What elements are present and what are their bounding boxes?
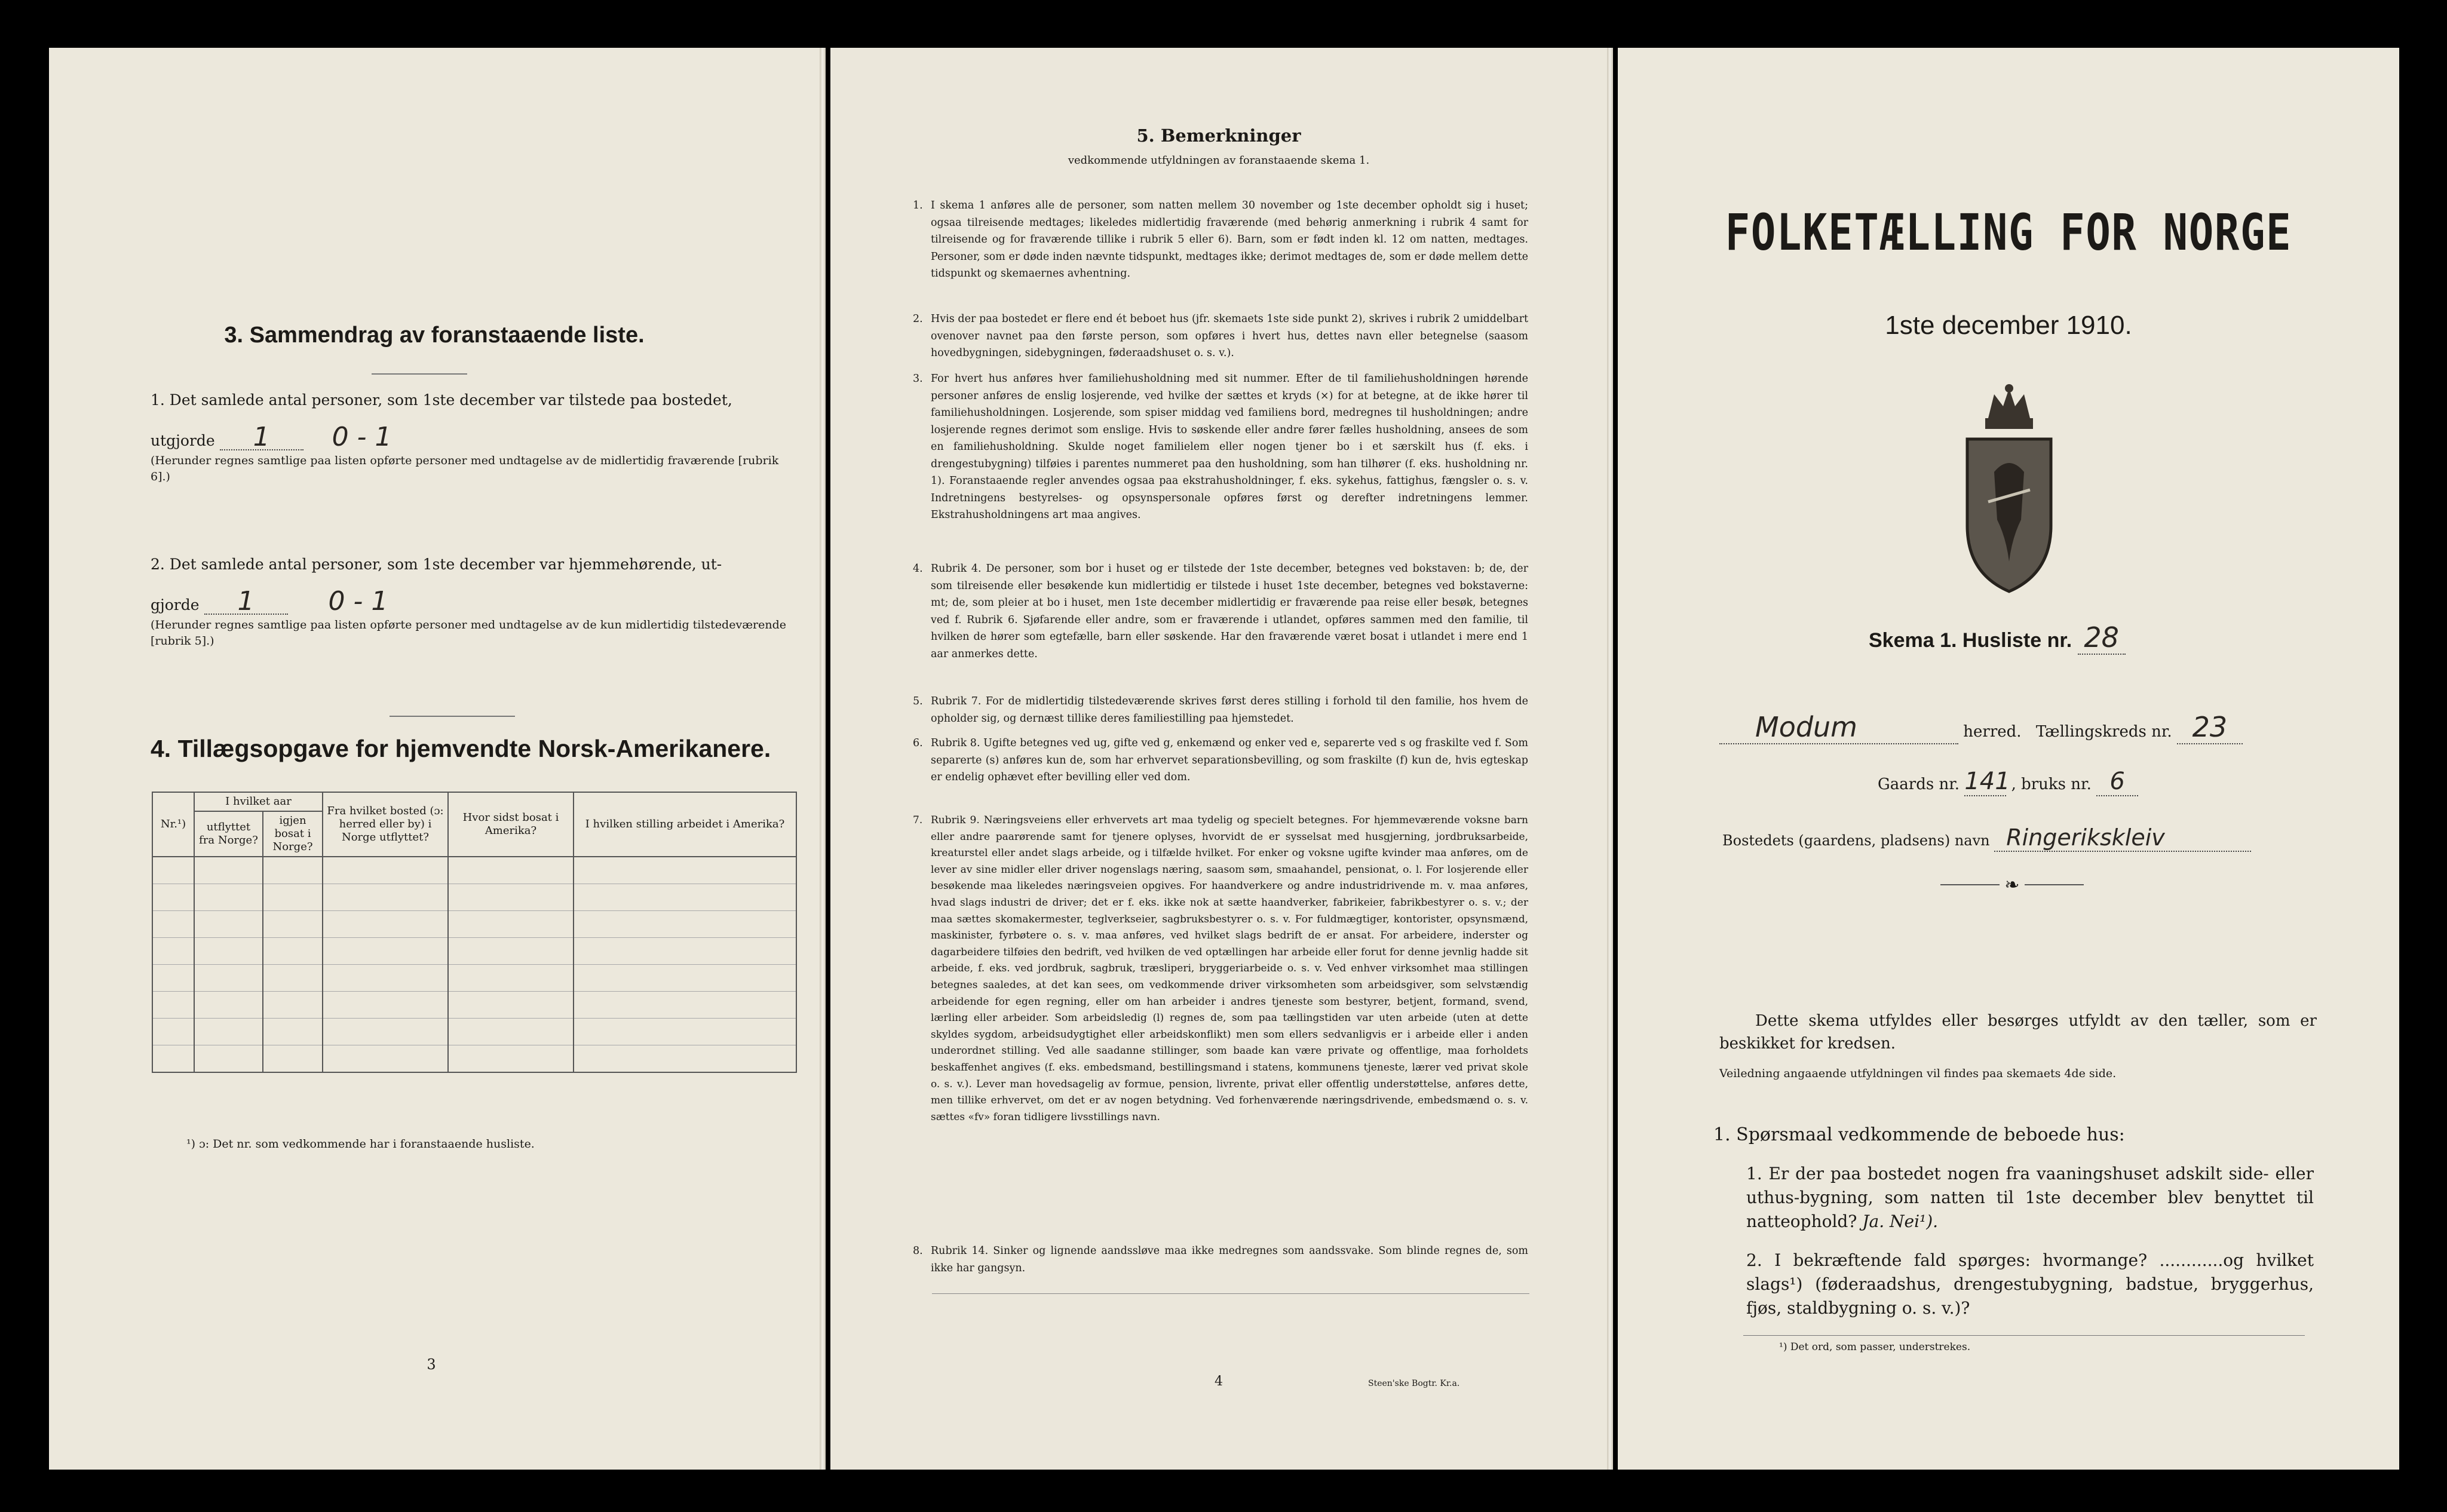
skema-label: Skema 1. Husliste nr. 28 — [1869, 621, 2126, 655]
remarks-subtitle: vedkommende utfyldningen av foranstaaende skema 1. — [1068, 154, 1370, 167]
section-4-title: 4. Tillægsopgave for hjemvendte Norsk-Amerikanere. — [151, 735, 771, 762]
col-nr: Nr.¹) — [152, 792, 194, 857]
table-cell — [448, 911, 574, 938]
col-utflyttet: utflyttet fra Norge? — [194, 811, 263, 857]
remark-1: 1. I skema 1 anføres alle de personer, som natten mellem 30 november og 1ste december opholdt sig i huset; ogsaa tilreisende medtages; likeledes midlertidig fraværende (med behørig anmerkning i rubrik 4 samt for tilreisende og for fraværende tillike i rubrik 5 eller 6). Barn, som er født inden kl. 12 om natten, medtages. Personer, som er døde inden nævnte tidspunkt, medtages ikke; derimot medtages de, som er døde mellem dette tidspunkt og skemaernes avhentning. — [913, 200, 1528, 280]
printer-imprint: Steen'ske Bogtr. Kr.a. — [1368, 1379, 1460, 1388]
col-group-year: I hvilket aar — [194, 792, 323, 811]
remark-8: 8. Rubrik 14. Sinker og lignende aandssløve maa ikke medregnes som aandssvake. Som blinde regnes de, som ikke har gangsyn. — [913, 1245, 1528, 1274]
table-cell — [574, 938, 796, 965]
table-row — [152, 992, 796, 1019]
summary-item-2 — [151, 553, 796, 649]
remark-5: 5. Rubrik 7. For de midlertidig tilstedeværende skrives først deres stilling i forhold til den familie, hos hvem de opholder sig, og dernæst tillike deres familiestilling paa hjemstedet. — [913, 695, 1528, 725]
table-cell — [574, 857, 796, 884]
item-2-text: 2. Det samlede antal personer, som 1ste december var hjemmehørende, ut- — [151, 556, 722, 573]
summary-item-1 — [151, 388, 796, 485]
item-2-prefix: gjorde — [151, 596, 200, 614]
table-cell — [448, 1045, 574, 1073]
table-row — [152, 857, 796, 884]
table-cell — [263, 965, 323, 992]
col-fra-bosted: Fra hvilket bosted (ɔ: herred eller by) i Norge utflyttet? — [323, 792, 448, 857]
norsk-amerikanere-table — [152, 792, 797, 1073]
table-cell — [448, 884, 574, 911]
remark-6: 6. Rubrik 8. Ugifte betegnes ved ug, gifte ved g, enkemænd og enker ved e, separerte ved s og fraskilte ved f. Som separerte (s) anføres kun de, som har erhvervet separationsbevilling, og som fraskilte (f) kun de, hvis egteskap er endelig ophævet efter bevilling eller ved dom. — [913, 737, 1528, 783]
question-1: 1. Er der paa bostedet nogen fra vaaningshuset adskilt side- eller uthus-bygning, som natten til 1ste december blev benyttet til natteophold? Ja. Nei¹). — [1746, 1164, 2314, 1231]
item-1-handwritten-b: 0 - 1 — [332, 422, 392, 452]
questions-title: 1. Spørsmaal vedkommende de beboede hus: — [1713, 1124, 2125, 1145]
table-cell — [194, 1019, 263, 1045]
table-cell — [574, 884, 796, 911]
table-cell — [152, 965, 194, 992]
table-cell — [263, 938, 323, 965]
table-row — [152, 884, 796, 911]
table-cell — [574, 1045, 796, 1073]
table-body — [152, 857, 796, 1072]
table-cell — [194, 857, 263, 884]
remark-3: 3. For hvert hus anføres hver familiehusholdning med sit nummer. Efter de til familiehusholdningen hørende personer anføres de enslig losjerende, ved hvilke der sættes et kryds (×) for at betegne, at de ikke hører til familiehusholdningen. Losjerende, som spiser middag ved familiens bord, medregnes til husholdningen; andre losjerende regnes derimot som enslige. Hvis to søskende eller andre fører fælles husholdning, ansees de som en familiehusholdning. Skulde noget familielem eller nogen tjener bo i et særskilt hus (f. eks. i drengestubygning) tilføies i parentes nummeret paa den husholdning, som han tilhører (f. eks. husholdning nr. 1). Foranstaaende regler anvendes ogsaa paa ekstrahusholdninger, f. eks. sykehus, fattighus, fængsler o. s. v. Indretningens bestyrelses- og opsynspersonale opføres først og derefter indretningens lemmer. Ekstrahusholdningens art maa angives. — [913, 373, 1528, 521]
col-stilling: I hvilken stilling arbeidet i Amerika? — [574, 792, 796, 857]
item-1-prefix: utgjorde — [151, 432, 215, 449]
divider — [1743, 1335, 2305, 1336]
bruks-handwritten: 6 — [2096, 768, 2138, 796]
table-cell — [194, 965, 263, 992]
table-cell — [152, 911, 194, 938]
table-cell — [323, 857, 448, 884]
question-2: 2. I bekræftende fald spørges: hvormange? ............og hvilket slags¹) (føderaadshus, drengestubygning, badstue, bryggerhus, fjøs, staldbygning o. s. v.)? — [1746, 1250, 2314, 1318]
norway-coat-of-arms-icon — [1952, 382, 2066, 597]
divider — [372, 373, 467, 375]
gaards-line: Gaards nr. 141 , bruks nr. 6 — [1878, 768, 2138, 796]
table-cell — [194, 884, 263, 911]
husliste-nr-handwritten: 28 — [2078, 621, 2126, 655]
kreds-handwritten: 23 — [2177, 711, 2243, 744]
table-cell — [574, 965, 796, 992]
item-1-note: (Herunder regnes samtlige paa listen opførte personer med undtagelse av de midlertidig fraværende [rubrik 6].) — [151, 454, 779, 483]
table-cell — [194, 911, 263, 938]
table-cell — [323, 1045, 448, 1073]
col-sidst-bosat: Hvor sidst bosat i Amerika? — [448, 792, 574, 857]
page-fold — [1607, 48, 1613, 1470]
table-cell — [152, 1019, 194, 1045]
table-cell — [152, 992, 194, 1019]
divider — [390, 716, 515, 717]
page-3-summary — [49, 48, 820, 1470]
table-row — [152, 911, 796, 938]
table-cell — [448, 857, 574, 884]
divider — [932, 1293, 1529, 1294]
table-cell — [263, 884, 323, 911]
cover-footnote: ¹) Det ord, som passer, understrekes. — [1779, 1341, 1971, 1353]
item-2-handwritten-a: 1 — [204, 590, 288, 615]
table-row — [152, 938, 796, 965]
table-cell — [152, 857, 194, 884]
item-1-handwritten-a: 1 — [220, 425, 303, 450]
table-cell — [323, 992, 448, 1019]
table-cell — [194, 1045, 263, 1073]
page-number: 4 — [1215, 1374, 1223, 1389]
table-cell — [263, 992, 323, 1019]
item-2-note: (Herunder regnes samtlige paa listen opførte personer med undtagelse av de kun midlertidig tilstedeværende [rubrik 5].) — [151, 618, 787, 648]
table-cell — [152, 884, 194, 911]
col-igjen: igjen bosat i Norge? — [263, 811, 323, 857]
bosted-line: Bostedets (gaardens, pladsens) navn Ringerikskleiv — [1722, 824, 2326, 852]
table-cell — [263, 911, 323, 938]
table-cell — [323, 938, 448, 965]
table-cell — [448, 992, 574, 1019]
table-row — [152, 1045, 796, 1073]
remark-2: 2. Hvis der paa bostedet er flere end ét beboet hus (jfr. skemaets 1ste side punkt 2), skrives i rubrik 2 umiddelbart ovenover navnet paa den første person, som opføres i hvert hus, dettes navn eller betegnelse (saasom hovedbygningen, sidebygningen, føderaadshuset o. s. v.). — [913, 313, 1528, 359]
table-cell — [323, 911, 448, 938]
table-cell — [448, 1019, 574, 1045]
table-cell — [194, 992, 263, 1019]
remarks-title: 5. Bemerkninger — [1136, 125, 1301, 146]
page-number: 3 — [427, 1356, 436, 1373]
remark-7: 7. Rubrik 9. Næringsveiens eller erhvervets art maa tydelig og specielt betegnes. For hjemmeværende voksne barn eller andre paarørende samt for tjenere oplyses, hvorvidt de er sysselsat med husgjerning, jordbruksarbeide, kreaturstel eller andet slags arbeide, og i tilfælde hvilket. For enker og voksne ugifte kvinder maa anføres, om de lever av sine midler eller driver nogenslags næring, saasom søm, smaahandel, pensionat, o. l. For losjerende eller besøkende maa likeledes næringsveien opgives. For haandverkere og andre industridrivende m. v. maa anføres, hvad slags industri de driver; det er f. eks. ikke nok at sætte haandverker, fabrikeier, fabrikbestyrer o. s. v.; der maa sættes skomakermester, teglverkseier, sagbruksbestyrer o. s. v. For fuldmægtiger, kontorister, opsynsmænd, maskinister, fyrbøtere o. s. v. maa anføres, ved hvilket slags bedrift de er ansat. For arbeidere, inderster og dagarbeidere tilføies den bedrift, ved hvilken de ved optællingen har arbeide eller forut for denne jevnlig hadde sit arbeide, f. eks. ved jordbruk, sagbruk, træsliperi, bryggeriarbeide o. s. v. Ved enhver virksomhet maa stillingen betegnes saaledes, at det kan sees, om vedkommende driver virksomheten som arbeidsgiver, som selvstændig arbeidende for egen regning, eller om han arbeider i andres tjeneste som bestyrer, betjent, formand, svend, lærling eller arbeider. Som arbeidsledig (l) regnes de, som paa tællingstiden var uten arbeide (uten at dette skyldes sygdom, arbeidsudygtighet eller arbeidskonflikt) men som ellers sedvanligvis er i arbeide eller i anden underordnet stilling. Ved alle saadanne stillinger, som baade kan være private og offentlige, maa forholdets beskaffenhet angives (f. eks. embedsmand, bestillingsmand i statens, kommunens tjeneste, lærer ved privat skole o. s. v.). Lever man hovedsagelig av formue, pension, livrente, privat eller offentlig understøttelse, anføres dette, men tillike erhvervet, om det er av nogen betydning. Ved forhenværende næringsdrivende, embedsmænd o. s. v. sættes «fv» foran tidligere livsstillings navn. — [913, 814, 1528, 1123]
section-3-title: 3. Sammendrag av foranstaaende liste. — [224, 323, 645, 348]
table-cell — [323, 884, 448, 911]
herred-line: Modum herred. Tællingskreds nr. 23 — [1719, 711, 2329, 744]
remark-4: 4. Rubrik 4. De personer, som bor i huset og er tilstede der 1ste december, betegnes ved bokstaven: b; de, der som tilreisende eller besøkende kun midlertidig er tilstede i huset 1ste december, betegnes ved bokstaverne: mt; de, som pleier at bo i huset, men 1ste december midlertidig er fraværende paa reise eller besøk, betegnes ved f. Rubrik 6. Sjøfarende eller andre, som er fraværende i utlandet, opføres sammen med den familie, til hvilken de hører som egtefælle, barn eller søskende. Har den fraværende været bosat i utlandet i mere end 1 aar anmerkes dette. — [913, 563, 1528, 660]
table-row — [152, 965, 796, 992]
table-cell — [323, 1019, 448, 1045]
intro-note: Veiledning angaaende utfyldningen vil findes paa skemaets 4de side. — [1719, 1067, 2117, 1080]
question-1-answer: Ja. Nei¹). — [1862, 1212, 1939, 1231]
table-cell — [263, 1045, 323, 1073]
intro-text: Dette skema utfyldes eller besørges utfyldt av den tæller, som er beskikket for kredsen. — [1719, 1012, 2317, 1053]
item-2-handwritten-b: 0 - 1 — [328, 586, 388, 617]
gaards-handwritten: 141 — [1964, 768, 2010, 795]
bosted-handwritten: Ringerikskleiv — [1994, 824, 2251, 852]
table-footnote: ¹) ɔ: Det nr. som vedkommende har i foranstaaende husliste. — [186, 1137, 535, 1151]
table-cell — [574, 911, 796, 938]
page-fold — [820, 48, 826, 1470]
page-1-cover — [1618, 48, 2399, 1470]
census-title: FOLKETÆLLING FOR NORGE — [1725, 203, 2292, 262]
table-row — [152, 1019, 796, 1045]
table-cell — [194, 938, 263, 965]
table-cell — [152, 938, 194, 965]
table-cell — [574, 1019, 796, 1045]
census-date: 1ste december 1910. — [1885, 311, 2132, 340]
herred-handwritten: Modum — [1719, 711, 1958, 744]
table-cell — [263, 1019, 323, 1045]
ornament-divider: ❧ — [1940, 884, 2084, 885]
table-cell — [263, 857, 323, 884]
page-4-remarks — [830, 48, 1607, 1470]
table-cell — [323, 965, 448, 992]
table-cell — [152, 1045, 194, 1073]
table-cell — [574, 992, 796, 1019]
item-1-text: 1. Det samlede antal personer, som 1ste december var tilstede paa bostedet, — [151, 391, 732, 409]
table-cell — [448, 965, 574, 992]
table-cell — [448, 938, 574, 965]
